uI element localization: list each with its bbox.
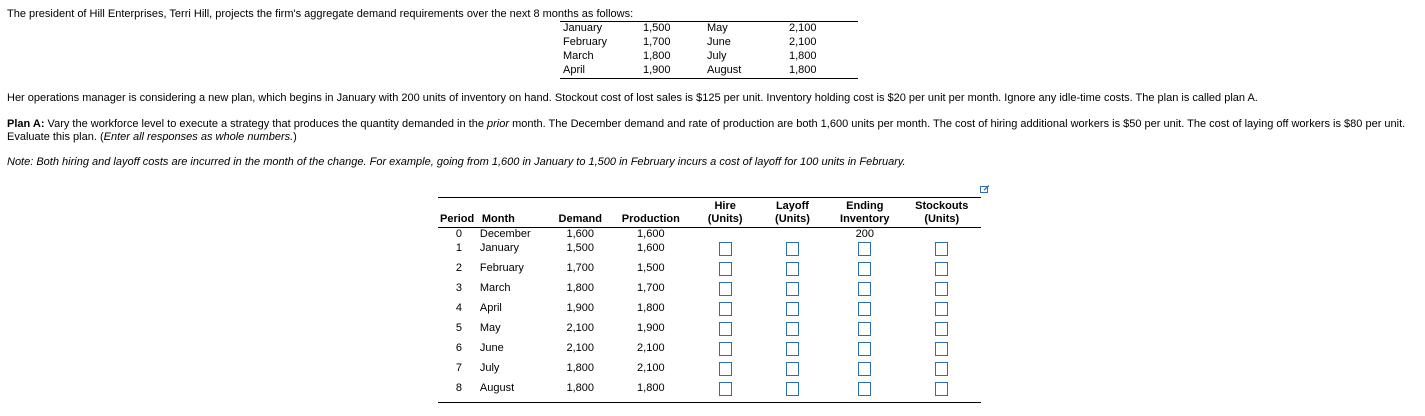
hire-cell xyxy=(693,302,758,322)
layoff-cell xyxy=(758,322,827,342)
demand-cell: 1,700 xyxy=(566,262,594,274)
ending-inventory-input[interactable] xyxy=(858,342,871,356)
layoff-cell xyxy=(758,302,827,322)
ending-inventory-cell xyxy=(827,302,902,322)
table-row xyxy=(438,382,981,403)
header-demand: Demand xyxy=(551,198,609,228)
layoff-cell xyxy=(758,228,827,243)
month-cell: March xyxy=(479,282,511,294)
ending-inventory-input[interactable] xyxy=(858,262,871,276)
hire-input[interactable] xyxy=(719,302,732,316)
hire-cell xyxy=(693,282,758,302)
layoff-input[interactable] xyxy=(786,362,799,376)
demand-month: March xyxy=(563,50,594,62)
plan-a-text-3: ) xyxy=(293,131,297,143)
header-hire-line1: Hire xyxy=(714,200,736,212)
demand-table xyxy=(560,21,858,79)
ending-inventory-cell xyxy=(827,262,902,282)
header-layoff xyxy=(758,198,827,228)
operations-paragraph: Her operations manager is considering a new plan, which begins in January with 200 units of inventory on hand. Stockout cost of lost sales is $125 per unit. Inventory holding cost is $20 per unit per month. Ignore any idle-time costs. The plan is called plan A. xyxy=(7,92,1258,104)
hire-cell xyxy=(693,382,758,403)
layoff-input[interactable] xyxy=(786,342,799,356)
demand-cell: 1,800 xyxy=(566,282,594,294)
stockouts-cell xyxy=(903,362,982,382)
layoff-input[interactable] xyxy=(786,262,799,276)
month-cell: August xyxy=(479,382,515,394)
ending-inventory-input[interactable] xyxy=(858,362,871,376)
month-cell: June xyxy=(479,342,504,354)
intro-text: The president of Hill Enterprises, Terri Hill, projects the firm's aggregate demand requirements over the next 8 months as follows: xyxy=(7,8,634,20)
ending-inventory-input[interactable] xyxy=(858,322,871,336)
demand-value: 1,800 xyxy=(789,50,817,62)
plan-table xyxy=(438,197,981,403)
table-row xyxy=(438,262,981,282)
layoff-input[interactable] xyxy=(786,302,799,316)
demand-row xyxy=(560,22,858,37)
hire-input[interactable] xyxy=(719,242,732,256)
demand-value: 1,500 xyxy=(643,22,671,34)
table-row xyxy=(438,228,981,243)
stockouts-cell xyxy=(903,262,982,282)
demand-value: 1,900 xyxy=(643,64,671,76)
header-hire xyxy=(693,198,758,228)
header-ending-inventory xyxy=(827,198,902,228)
hire-cell xyxy=(693,242,758,262)
hire-cell xyxy=(693,322,758,342)
ending-inventory-input[interactable] xyxy=(858,282,871,296)
demand-cell: 1,800 xyxy=(566,362,594,374)
layoff-cell xyxy=(758,362,827,382)
demand-cell: 1,900 xyxy=(566,302,594,314)
period-cell: 7 xyxy=(455,362,462,374)
stockouts-cell xyxy=(903,282,982,302)
ending-inventory-cell xyxy=(827,362,902,382)
layoff-input[interactable] xyxy=(786,382,799,396)
period-cell: 6 xyxy=(455,342,462,354)
period-cell: 4 xyxy=(455,302,462,314)
header-stockouts-line1: Stockouts xyxy=(915,200,969,212)
month-cell: April xyxy=(479,302,502,314)
stockouts-cell xyxy=(903,302,982,322)
header-layoff-line2: (Units) xyxy=(775,213,810,225)
ending-inventory-cell xyxy=(827,342,902,362)
demand-value: 1,700 xyxy=(643,36,671,48)
hire-cell xyxy=(693,342,758,362)
hire-input[interactable] xyxy=(719,282,732,296)
table-row xyxy=(438,322,981,342)
layoff-input[interactable] xyxy=(786,282,799,296)
header-period: Period xyxy=(438,198,480,228)
table-row xyxy=(438,302,981,322)
stockouts-input[interactable] xyxy=(935,302,948,316)
layoff-cell xyxy=(758,382,827,403)
hire-cell xyxy=(693,262,758,282)
demand-month: June xyxy=(707,36,731,48)
ending-inventory-cell xyxy=(827,242,902,262)
table-row xyxy=(438,342,981,362)
header-month: Month xyxy=(480,198,552,228)
demand-row xyxy=(560,50,858,64)
layoff-cell xyxy=(758,342,827,362)
hire-input[interactable] xyxy=(719,262,732,276)
period-cell: 8 xyxy=(455,382,462,394)
month-cell: December xyxy=(479,228,531,240)
ending-inventory-input[interactable] xyxy=(858,302,871,316)
demand-month: May xyxy=(707,22,728,34)
demand-month: January xyxy=(563,22,603,34)
hire-input[interactable] xyxy=(719,322,732,336)
demand-value: 1,800 xyxy=(643,50,671,62)
production-cell: 1,800 xyxy=(637,382,665,394)
header-stockouts-line2: (Units) xyxy=(924,213,960,225)
edit-icon[interactable] xyxy=(980,185,990,194)
production-cell: 1,700 xyxy=(637,282,665,294)
demand-cell: 1,500 xyxy=(566,242,594,254)
stockouts-cell xyxy=(903,382,982,403)
table-row xyxy=(438,362,981,382)
ending-inventory-cell xyxy=(827,228,902,243)
ending-inventory-value: 200 xyxy=(855,228,874,240)
production-cell: 1,900 xyxy=(637,322,665,334)
ending-inventory-cell xyxy=(827,322,902,342)
stockouts-input[interactable] xyxy=(935,282,948,296)
ending-inventory-input[interactable] xyxy=(858,242,871,256)
hire-input[interactable] xyxy=(719,342,732,356)
ending-inventory-input[interactable] xyxy=(858,382,871,396)
demand-value: 1,800 xyxy=(789,64,817,76)
month-cell: May xyxy=(479,322,501,334)
stockouts-cell xyxy=(903,342,982,362)
demand-value: 2,100 xyxy=(789,22,817,34)
demand-month: August xyxy=(707,64,742,76)
table-row xyxy=(438,242,981,262)
demand-cell: 2,100 xyxy=(566,322,594,334)
ending-inventory-cell xyxy=(827,382,902,403)
header-stockouts xyxy=(903,198,982,228)
layoff-input[interactable] xyxy=(786,242,799,256)
demand-value: 2,100 xyxy=(789,36,817,48)
header-ending-line1: Ending xyxy=(846,200,884,212)
plan-a-prior: prior xyxy=(487,118,510,130)
hire-input[interactable] xyxy=(719,362,732,376)
period-cell: 2 xyxy=(455,262,462,274)
period-cell: 5 xyxy=(455,322,462,334)
header-layoff-line1: Layoff xyxy=(775,200,809,212)
production-cell: 2,100 xyxy=(637,362,665,374)
period-cell: 3 xyxy=(455,282,462,294)
month-cell: February xyxy=(479,262,524,274)
plan-a-label: Plan A: xyxy=(7,118,45,130)
stockouts-input[interactable] xyxy=(935,342,948,356)
stockouts-input[interactable] xyxy=(935,322,948,336)
stockouts-input[interactable] xyxy=(935,242,948,256)
production-cell: 1,800 xyxy=(637,302,665,314)
table-row xyxy=(438,282,981,302)
plan-a-text-2: month. The December demand and rate of production are both 1,600 units per month. The cost of hiring additional workers is $50 per unit. The cost of laying off workers is $80 per unit. Evaluate this plan. ( xyxy=(7,118,1406,143)
note-text: Note: Both hiring and layoff costs are incurred in the month of the change. For example, going from 1,600 in January to 1,500 in February incurs a cost of layoff for 100 units in February. xyxy=(7,156,906,168)
stockouts-input[interactable] xyxy=(935,262,948,276)
layoff-cell xyxy=(758,282,827,302)
demand-row xyxy=(560,36,858,50)
production-cell: 1,600 xyxy=(637,242,665,254)
demand-cell: 1,600 xyxy=(566,228,594,240)
demand-month: July xyxy=(707,50,727,62)
demand-cell: 2,100 xyxy=(566,342,594,354)
hire-cell xyxy=(693,362,758,382)
production-cell: 2,100 xyxy=(637,342,665,354)
header-ending-line2: Inventory xyxy=(840,213,890,225)
stockouts-cell xyxy=(903,322,982,342)
plan-a-instruction: Enter all responses as whole numbers. xyxy=(103,131,294,143)
header-hire-line2: (Units) xyxy=(707,213,743,225)
plan-a-paragraph xyxy=(7,118,1419,144)
month-cell: July xyxy=(479,362,500,374)
production-cell: 1,500 xyxy=(637,262,665,274)
demand-month: February xyxy=(563,36,608,48)
month-cell: January xyxy=(479,242,520,254)
ending-inventory-cell xyxy=(827,282,902,302)
production-cell: 1,600 xyxy=(637,228,665,240)
layoff-input[interactable] xyxy=(786,322,799,336)
period-cell: 0 xyxy=(455,228,462,240)
stockouts-input[interactable] xyxy=(935,382,948,396)
demand-row xyxy=(560,64,858,79)
hire-cell xyxy=(693,228,758,243)
plan-a-text: Vary the workforce level to execute a strategy that produces the quantity demanded in the xyxy=(44,118,487,130)
demand-cell: 1,800 xyxy=(566,382,594,394)
period-cell: 1 xyxy=(455,242,462,254)
layoff-cell xyxy=(758,242,827,262)
layoff-cell xyxy=(758,262,827,282)
stockouts-cell xyxy=(903,228,982,243)
stockouts-cell xyxy=(903,242,982,262)
demand-month: April xyxy=(563,64,586,76)
header-production: Production xyxy=(609,198,692,228)
hire-input[interactable] xyxy=(719,382,732,396)
stockouts-input[interactable] xyxy=(935,362,948,376)
